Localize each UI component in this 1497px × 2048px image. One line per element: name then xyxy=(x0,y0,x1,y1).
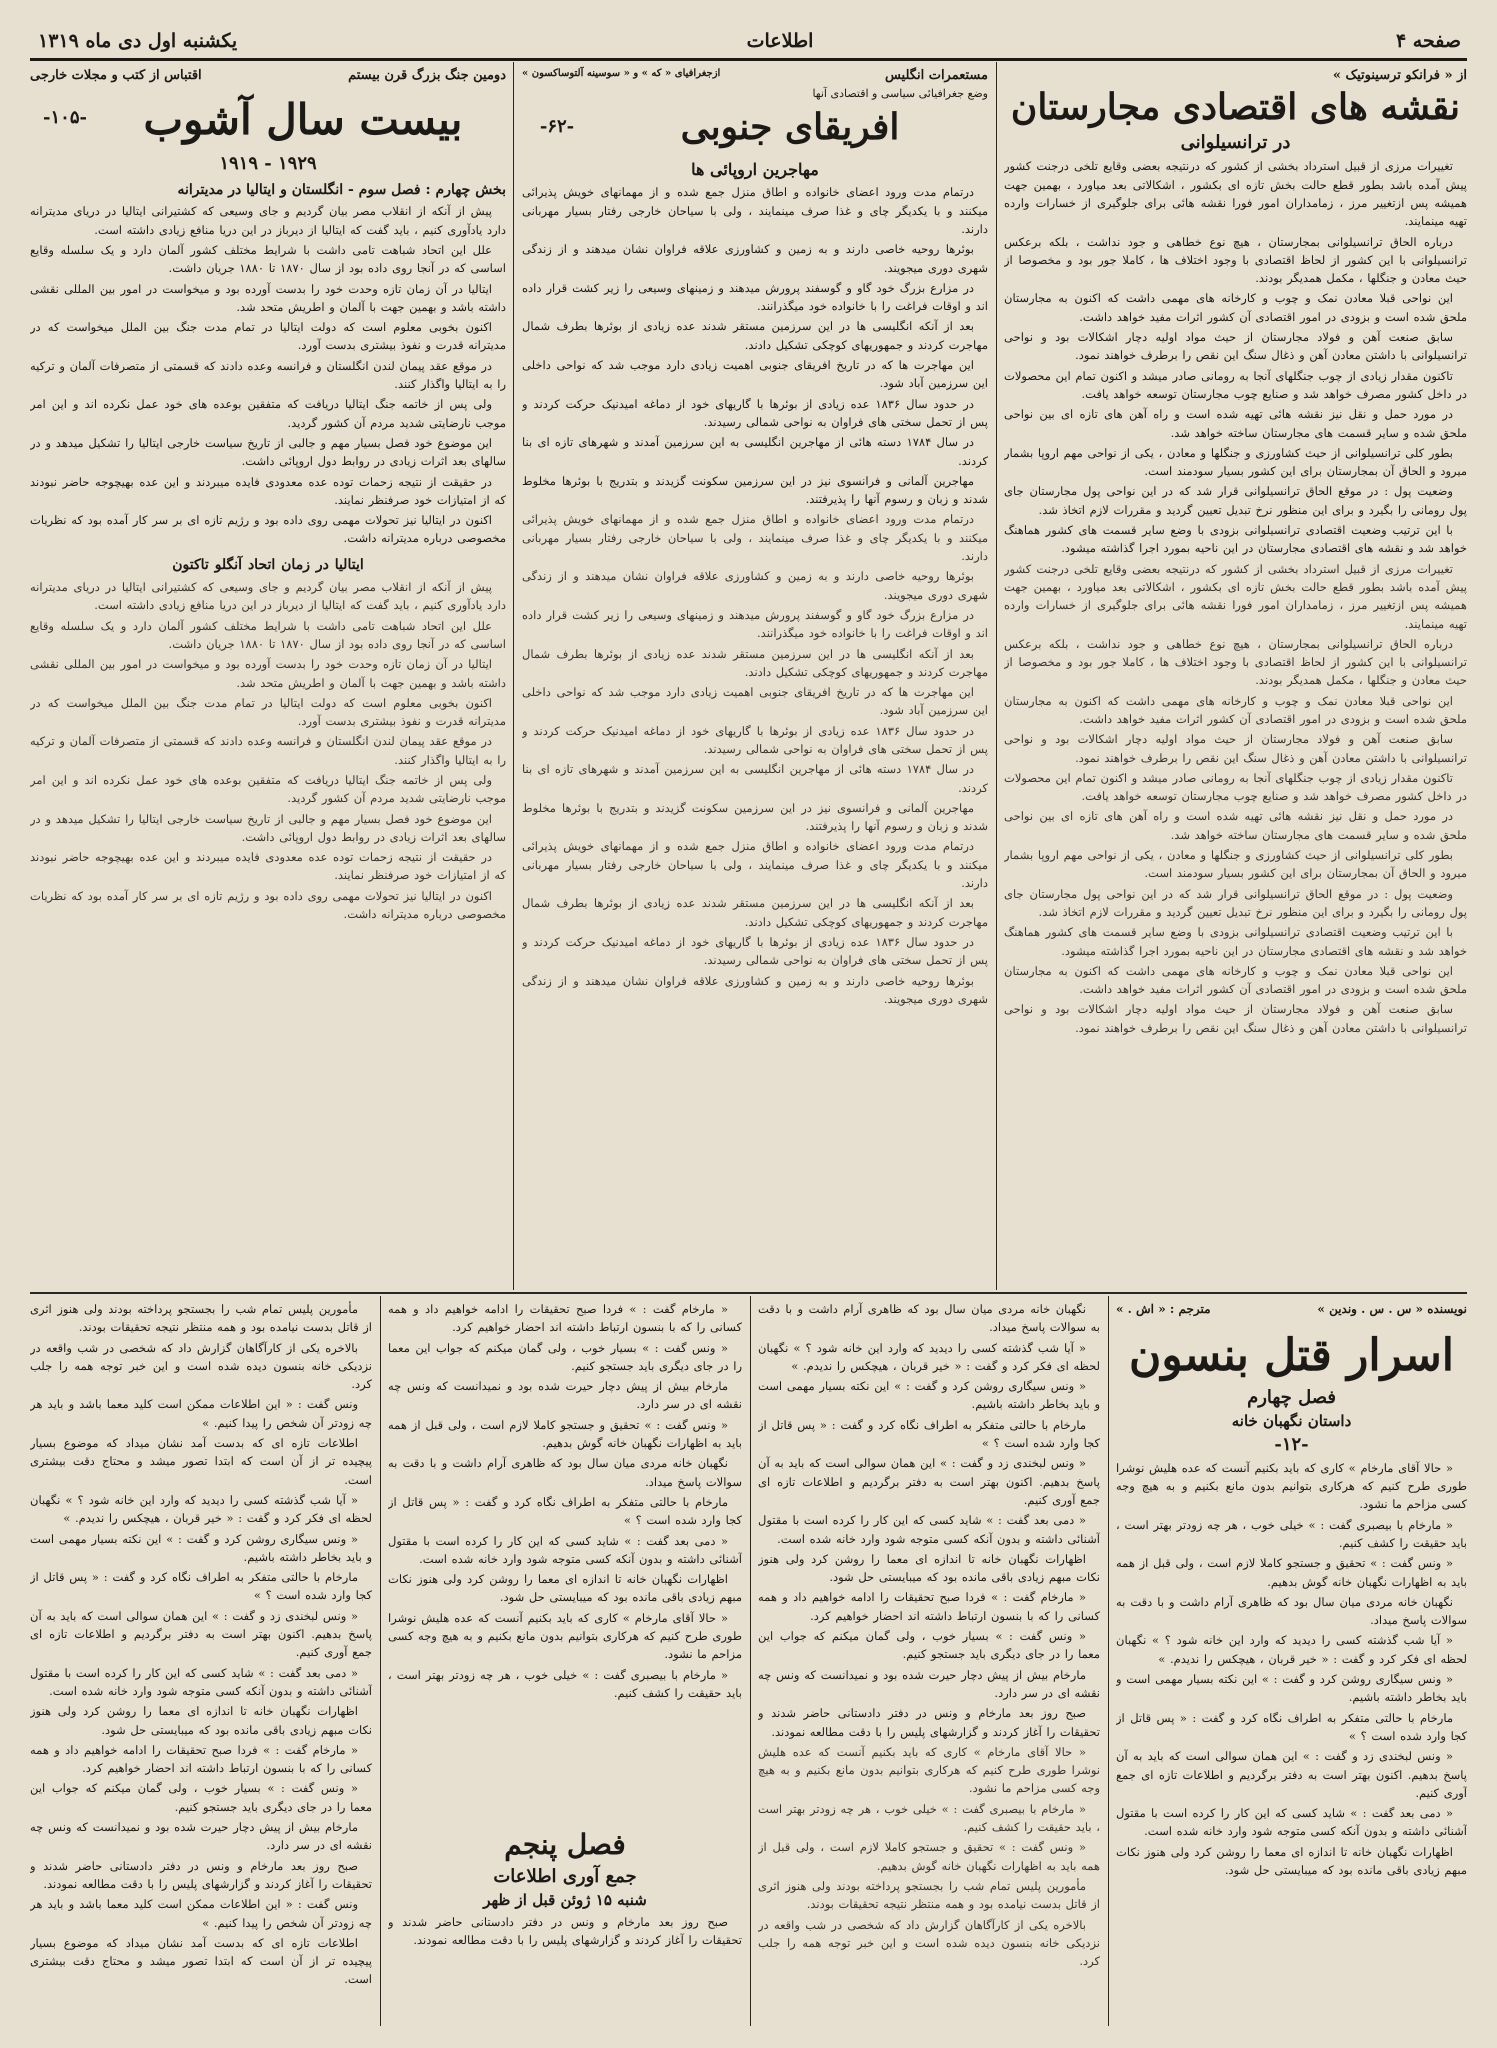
paragraph: بعد از آنکه انگلیسی ها در این سرزمین مستقر شدند عده زیادی از بوئرها بطرف شمال مهاجرت کردند و جمهوریهای کوچکی تشکیل دادند. xyxy=(522,319,988,352)
serial-story-column xyxy=(1116,1300,1467,2024)
paragraph: این نواحی قبلا معادن نمک و چوب و کارخانه های مهمی داشت که اکنون به مجارستان ملحق شده است و بزودی در امور اقتصادی آن کشور اثرات مفید خواهد داشت. xyxy=(1004,693,1467,726)
paragraph: « حالا آقای مارخام » کاری که باید بکنیم آنست که عده هلیش نوشرا طوری طرح کنیم که هرکاری بتوانیم بدون مانع بکنیم و به هیچ وجه کسی مزاحم ما نشود. xyxy=(758,1744,1100,1796)
paragraph: در حدود سال ۱۸۳۶ عده زیادی از بوئرها با گاریهای خود از دماغه امیدنیک حرکت کردند و پس از تحمل سختی های فراوان به نواحی شمالی رسیدند. xyxy=(522,396,988,429)
paragraph: مهاجرین آلمانی و فرانسوی نیز در این سرزمین سکونت گزیدند و بتدریج با بوئرها مخلوط شدند و زبان و رسوم آنها را پذیرفتند. xyxy=(522,473,988,507)
column-divider xyxy=(1108,1296,1109,2026)
paragraph: مارخام بیش از پیش دچار حیرت شده بود و نمیدانست که ونس چه نقشه ای در سر دارد. xyxy=(388,1379,742,1412)
paragraph: درباره الحاق ترانسیلوانی بمجارستان ، هیچ نوع خطاهی و جود نداشت ، بلکه برعکس ترانسیلوانی با این کشور از لحاظ اقتصادی با وجود اختلاف ها ، کاملا جور بود و مخصوصا از حیث معادن و جنگلها ، مکمل همدیگر بودند. xyxy=(1004,234,1467,286)
paragraph: وضعیت پول : در موقع الحاق ترانسیلوانی قرار شد که در این نواحی پول مجارستان جای پول رومانی را بگیرد و برای این منظور نرخ تبدیل تعیین گردید و مقررات لازم اتخاذ شد. xyxy=(1004,886,1467,919)
paragraph: « ونس گفت : » بسیار خوب ، ولی گمان میکنم که جواب این معما را در جای دیگری باید جستجو کنیم. xyxy=(758,1629,1100,1662)
article-title: بیست سال آشوب xyxy=(143,95,463,144)
section-heading: بخش چهارم : فصل سوم - انگلستان و ایتالیا در مدیترانه xyxy=(177,182,506,199)
section-heading: مهاجرین اروپائی ها xyxy=(691,160,819,180)
paragraph: « حالا آقای مارخام » کاری که باید بکنیم آنست که عده هلیش نوشرا طوری طرح کنیم که هرکاری بتوانیم بدون مانع بکنیم و به هیچ وجه کسی مزاحم ما نشود. xyxy=(1116,1460,1467,1512)
paragraph: علل این اتحاد شباهت تامی داشت با شرایط مختلف کشور آلمان دارد و یک سلسله وقایع اساسی که در آنجا روی داده بود از سال ۱۸۷۰ تا ۱۸۸۰ جریان داشت. xyxy=(30,618,506,651)
paragraph: در موقع عقد پیمان لندن انگلستان و فرانسه وعده دادند که قسمتی از متصرفات آلمان و ترکیه را به ایتالیا واگذار کنند. xyxy=(30,358,506,392)
article-years: ۱۹۱۹ - ۱۹۲۹ xyxy=(219,153,317,175)
paragraph: در موقع عقد پیمان لندن انگلستان و فرانسه وعده دادند که قسمتی از متصرفات آلمان و ترکیه را به ایتالیا واگذار کنند. xyxy=(30,734,506,767)
paragraph: بعد از آنکه انگلیسی ها در این سرزمین مستقر شدند عده زیادی از بوئرها بطرف شمال مهاجرت کردند و جمهوریهای کوچکی تشکیل دادند. xyxy=(522,896,988,929)
article-kicker-row xyxy=(522,66,988,87)
paragraph: با این ترتیب وضعیت اقتصادی ترانسیلوانی بزودی با وضع سایر قسمت های کشور هماهنگ خواهد شد و نقشه های اقتصادی مجارستان در این ناحیه بمورد اجرا گذاشته میشود. xyxy=(1004,925,1467,958)
paragraph: « مارخام با بیصبری گفت : » خیلی خوب ، هر چه زودتر بهتر است ، باید حقیقت را کشف کنیم. xyxy=(758,1801,1100,1835)
serial-byline-row xyxy=(1116,1300,1467,1322)
article-twenty-years xyxy=(30,66,506,1286)
paragraph: « دمی بعد گفت : » شاید کسی که این کار را کرده است با مقتول آشنائی داشته و بدون آنکه کسی متوجه شود وارد خانه شده است. xyxy=(758,1513,1100,1546)
paragraph: علل این اتحاد شباهت تامی داشت با شرایط مختلف کشور آلمان دارد و یک سلسله وقایع اساسی که در آنجا روی داده بود از سال ۱۸۷۰ تا ۱۸۸۰ جریان داشت. xyxy=(30,242,506,276)
serial-story-column xyxy=(30,1300,372,2024)
paragraph: « ونس گفت : » بسیار خوب ، ولی گمان میکنم که جواب این معما را در جای دیگری باید جستجو کنیم. xyxy=(30,1781,372,1814)
article-body xyxy=(522,183,988,1008)
paragraph: « آیا شب گذشته کسی را دیدید که وارد این خانه شود ؟ » نگهبان لحظه ای فکر کرد و گفت : « خیر قربان ، هیچکس را ندیدم. » xyxy=(1116,1633,1467,1666)
column-divider xyxy=(996,62,997,1290)
article-title-row xyxy=(30,87,506,149)
paragraph: مارخام با حالتی متفکر به اطراف نگاه کرد و گفت : « پس قاتل از کجا وارد شده است ؟ » xyxy=(388,1494,742,1528)
article-kicker: از « فرانکو ترسینوتیک » xyxy=(1332,68,1467,83)
article-kicker-row xyxy=(30,66,506,87)
paragraph: تاکنون مقدار زیادی از چوب جنگلهای آنجا به رومانی صادر میشد و اکنون تمام این محصولات در داخل کشور مصرف خواهد شد و صنایع چوب مجارستان توسعه خواهد یافت. xyxy=(1004,770,1467,804)
paragraph: صبح روز بعد مارخام و ونس در دفتر دادستانی حاضر شدند و تحقیقات را آغاز کردند و گزارشهای پلیس را با دقت مطالعه نمودند. xyxy=(388,1914,742,1947)
serial-chapter-date: شنبه ۱۵ ژوئن قبل از ظهر xyxy=(483,1890,647,1909)
paragraph: مأمورین پلیس تمام شب را بجستجو پرداخته بودند ولی هنوز اثری از قاتل بدست نیامده بود و همه منتظر نتیجه تحقیقات بودند. xyxy=(758,1878,1100,1912)
paragraph: درتمام مدت ورود اعضای خانواده و اطاق منزل جمع شده و از مهمانهای خویش پذیرائی میکنند و با یکدیگر چای و غذا صرف مینمایند ، ولی با سیاحان خارجی رفتار بسیار مهربانی دارند. xyxy=(522,512,988,564)
paragraph: مارخام بیش از پیش دچار حیرت شده بود و نمیدانست که ونس چه نقشه ای در سر دارد. xyxy=(30,1820,372,1853)
paragraph: « مارخام با بیصبری گفت : » خیلی خوب ، هر چه زودتر بهتر است ، باید حقیقت را کشف کنیم. xyxy=(1116,1517,1467,1550)
paragraph: در مورد حمل و نقل نیز نقشه هائی تهیه شده است و راه آهن های تازه ای بین نواحی ملحق شده و سایر قسمت های مجارستان ساخته خواهد شد. xyxy=(1004,809,1467,842)
paragraph: در حقیقت از نتیجه زحمات توده عده معدودی فایده میبردند و این عده بهیچوجه حاضر نبودند که از امتیازات خود صرفنظر نمایند. xyxy=(30,474,506,507)
paragraph: صبح روز بعد مارخام و ونس در دفتر دادستانی حاضر شدند و تحقیقات را آغاز کردند و گزارشهای پلیس را با دقت مطالعه نمودند. xyxy=(758,1706,1100,1739)
paragraph: اظهارات نگهبان خانه تا اندازه ای معما را روشن کرد ولی هنوز نکات مبهم زیادی باقی مانده بود که میبایستی حل شود. xyxy=(30,1704,372,1737)
paragraph: بطور کلی ترانسیلوانی از حیث کشاورزی و جنگلها و معادن ، یکی از نواحی مهم اروپا بشمار میرود و الحاق آن بمجارستان برای این کشور بسیار سودمند است. xyxy=(1004,445,1467,479)
paragraph: « آیا شب گذشته کسی را دیدید که وارد این خانه شود ؟ » نگهبان لحظه ای فکر کرد و گفت : « خیر قربان ، هیچکس را ندیدم. » xyxy=(30,1492,372,1526)
paragraph: بوئرها روحیه خاصی دارند و به زمین و کشاورزی علاقه فراوان نشان میدهند و از زندگی شهری دوری میجویند. xyxy=(522,973,988,1006)
serial-story-column xyxy=(388,1300,742,2024)
paragraph: بالاخره یکی از کارآگاهان گزارش داد که شخصی در شب واقعه در نزدیکی خانه بنسون دیده شده است و این خبر توجه همه را جلب کرد. xyxy=(30,1340,372,1392)
paragraph: در مزارع بزرگ خود گاو و گوسفند پرورش میدهند و زمینهای وسیعی را زیر کشت قرار داده اند و اوقات فراغت را با خانواده خود میگذرانند. xyxy=(522,607,988,641)
paragraph: « دمی بعد گفت : » شاید کسی که این کار را کرده است با مقتول آشنائی داشته و بدون آنکه کسی متوجه شود وارد خانه شده است. xyxy=(388,1533,742,1566)
section-divider xyxy=(30,1292,1467,1294)
serial-subtitle: داستان نگهبان خانه xyxy=(1231,1411,1352,1430)
serial-body xyxy=(758,1300,1100,1970)
paragraph: در حدود سال ۱۸۳۶ عده زیادی از بوئرها با گاریهای خود از دماغه امیدنیک حرکت کردند و پس از تحمل سختی های فراوان به نواحی شمالی رسیدند. xyxy=(522,723,988,756)
article-body xyxy=(1004,157,1467,1037)
article-kicker-source: اقتباس از کتب و مجلات خارجی xyxy=(30,68,202,83)
paragraph: این نواحی قبلا معادن نمک و چوب و کارخانه های مهمی داشت که اکنون به مجارستان ملحق شده است و بزودی در امور اقتصادی آن کشور اثرات مفید خواهد داشت. xyxy=(1004,291,1467,324)
newspaper-name: اطلاعات xyxy=(746,30,814,52)
serial-body xyxy=(388,1913,742,1950)
paragraph: بعد از آنکه انگلیسی ها در این سرزمین مستقر شدند عده زیادی از بوئرها بطرف شمال مهاجرت کردند و جمهوریهای کوچکی تشکیل دادند. xyxy=(522,646,988,679)
paragraph: درتمام مدت ورود اعضای خانواده و اطاق منزل جمع شده و از مهمانهای خویش پذیرائی میکنند و با یکدیگر چای و غذا صرف مینمایند ، ولی با سیاحان خارجی رفتار بسیار مهربانی دارند. xyxy=(522,185,988,236)
paragraph: مارخام با حالتی متفکر به اطراف نگاه کرد و گفت : « پس قاتل از کجا وارد شده است ؟ » xyxy=(758,1417,1100,1451)
paragraph: « آیا شب گذشته کسی را دیدید که وارد این خانه شود ؟ » نگهبان لحظه ای فکر کرد و گفت : « خیر قربان ، هیچکس را ندیدم. » xyxy=(758,1340,1100,1373)
serial-chapter-subtitle: جمع آوری اطلاعات xyxy=(493,1865,637,1887)
paragraph: اطلاعات تازه ای که بدست آمد نشان میداد که موضوع بسیار پیچیده تر از آن است که ابتدا تصور میشد و محتاج دقت بیشتری است. xyxy=(30,1935,372,1987)
article-south-africa xyxy=(522,66,988,1286)
paragraph: مهاجرین آلمانی و فرانسوی نیز در این سرزمین سکونت گزیدند و بتدریج با بوئرها مخلوط شدند و زبان و رسوم آنها را پذیرفتند. xyxy=(522,800,988,834)
serial-chapter: فصل چهارم xyxy=(1247,1386,1336,1408)
paragraph: اظهارات نگهبان خانه تا اندازه ای معما را روشن کرد ولی هنوز نکات مبهم زیادی باقی مانده بود که میبایستی حل شود. xyxy=(388,1572,742,1605)
paragraph: اکنون بخوبی معلوم است که دولت ایتالیا در تمام مدت جنگ بین الملل میخواست که در مدیترانه قدرت و نفوذ بیشتری بدست آورد. xyxy=(30,320,506,353)
paragraph: سابق صنعت آهن و فولاد مجارستان از حیث مواد اولیه دچار اشکالات بود و نواحی ترانسیلوانی با داشتن معادن آهن و ذغال سنگ این نقص را برطرف خواهند نمود. xyxy=(1004,732,1467,765)
installment-number: -۱۲- xyxy=(1274,1433,1309,1455)
paragraph: تغییرات مرزی از قبیل استرداد بخشی از کشور که درنتیجه بعضی وقایع تلخی درجنت کشور پیش آمده باشد بطور قطع حالت بخش تازه ای بکشور ، اشکالاتی بعد میاورد ، بهمین جهت همیشه پس ازتغییر مرز ، زمامداران امور فورا نقشه هائی برای جلوگیری از خسارات وارده تهیه مینمایند. xyxy=(1004,159,1467,229)
paragraph: « ونس سیگاری روشن کرد و گفت : » این نکته بسیار مهمی است و باید بخاطر داشته باشیم. xyxy=(1116,1672,1467,1705)
paragraph: ونس گفت : « این اطلاعات ممکن است کلید معما باشد و باید هر چه زودتر آن شخص را پیدا کنیم. » xyxy=(30,1397,372,1430)
paragraph: « ونس گفت : » تحقیق و جستجو کاملا لازم است ، ولی قبل از همه باید به اظهارات نگهبان خانه گوش بدهیم. xyxy=(388,1417,742,1451)
paragraph: اکنون در ایتالیا نیز تحولات مهمی روی داده بود و رژیم تازه ای بر سر کار آمده بود که نظریات مخصوصی درباره مدیترانه داشت. xyxy=(30,513,506,546)
column-divider xyxy=(380,1296,381,2026)
serial-body xyxy=(1116,1459,1467,1880)
paragraph: بالاخره یکی از کارآگاهان گزارش داد که شخصی در شب واقعه در نزدیکی خانه بنسون دیده شده است و این خبر توجه همه را جلب کرد. xyxy=(758,1917,1100,1969)
paragraph: « ونس گفت : » تحقیق و جستجو کاملا لازم است ، ولی قبل از همه باید به اظهارات نگهبان خانه گوش بدهیم. xyxy=(758,1840,1100,1873)
paragraph: ولی پس از خاتمه جنگ ایتالیا دریافت که متفقین بوعده های خود عمل نکرده اند و این امر موجب نارضایتی شدید مردم آن کشور گردید. xyxy=(30,773,506,806)
column-divider xyxy=(750,1296,751,2026)
paragraph: این مهاجرت ها که در تاریخ افریقای جنوبی اهمیت زیادی دارد موجب شد که نواحی داخلی این سرزمین آباد شود. xyxy=(522,685,988,718)
paragraph: مأمورین پلیس تمام شب را بجستجو پرداخته بودند ولی هنوز اثری از قاتل بدست نیامده بود و همه منتظر نتیجه تحقیقات بودند. xyxy=(30,1302,372,1335)
paragraph: بوئرها روحیه خاصی دارند و به زمین و کشاورزی علاقه فراوان نشان میدهند و از زندگی شهری دوری میجویند. xyxy=(522,242,988,275)
paragraph: « مارخام با بیصبری گفت : » خیلی خوب ، هر چه زودتر بهتر است ، باید حقیقت را کشف کنیم. xyxy=(388,1667,742,1700)
paragraph: « ونس لبخندی زد و گفت : » این همان سوالی است که باید به آن پاسخ بدهیم. اکنون بهتر است به دفتر برگردیم و اطلاعات تازه ای جمع آوری کنیم. xyxy=(758,1456,1100,1507)
serial-translator: مترجم : « اش . » xyxy=(1116,1302,1211,1316)
paragraph: در حقیقت از نتیجه زحمات توده عده معدودی فایده میبردند و این عده بهیچوجه حاضر نبودند که از امتیازات خود صرفنظر نمایند. xyxy=(30,850,506,883)
article-kicker: مستعمرات انگلیس xyxy=(884,68,988,83)
paragraph: این نواحی قبلا معادن نمک و چوب و کارخانه های مهمی داشت که اکنون به مجارستان ملحق شده است و بزودی در امور اقتصادی آن کشور اثرات مفید خواهد داشت. xyxy=(1004,963,1467,997)
paragraph: در مزارع بزرگ خود گاو و گوسفند پرورش میدهند و زمینهای وسیعی را زیر کشت قرار داده اند و اوقات فراغت را با خانواده خود میگذرانند. xyxy=(522,280,988,314)
article-kicker: دومین جنگ بزرگ قرن بیستم xyxy=(348,68,506,83)
serial-title: اسرار قتل بنسون xyxy=(1129,1330,1454,1381)
paragraph: در حدود سال ۱۸۳۶ عده زیادی از بوئرها با گاریهای خود از دماغه امیدنیک حرکت کردند و پس از تحمل سختی های فراوان به نواحی شمالی رسیدند. xyxy=(522,934,988,968)
paragraph: مارخام با حالتی متفکر به اطراف نگاه کرد و گفت : « پس قاتل از کجا وارد شده است ؟ » xyxy=(30,1570,372,1603)
article-subtitle: در ترانسیلوانی xyxy=(1180,132,1291,154)
paragraph: با این ترتیب وضعیت اقتصادی ترانسیلوانی بزودی با وضع سایر قسمت های کشور هماهنگ خواهد شد و نقشه های اقتصادی مجارستان در این ناحیه بمورد اجرا گذاشته میشود. xyxy=(1004,523,1467,556)
paragraph: مارخام بیش از پیش دچار حیرت شده بود و نمیدانست که ونس چه نقشه ای در سر دارد. xyxy=(758,1667,1100,1700)
paragraph: بوئرها روحیه خاصی دارند و به زمین و کشاورزی علاقه فراوان نشان میدهند و از زندگی شهری دوری میجویند. xyxy=(522,569,988,602)
paragraph: نگهبان خانه مردی میان سال بود که ظاهری آرام داشت و با دقت به سوالات پاسخ میداد. xyxy=(1116,1594,1467,1628)
article-kicker-source: ازجغرافیای « که » و « سوسینه آلتوساکسون » xyxy=(522,68,721,79)
paragraph: این موضوع خود فصل بسیار مهم و جالبی از تاریخ سیاست خارجی ایتالیا را تشکیل میدهد و در سالهای بعد اثرات زیادی در روابط دول اروپائی داشت. xyxy=(30,811,506,844)
article-title: نقشه های اقتصادی مجارستان xyxy=(1010,86,1461,128)
paragraph: در سال ۱۷۸۴ دسته هائی از مهاجرین انگلیسی به این سرزمین آمدند و شهرهای تازه ای بنا کردند. xyxy=(522,435,988,468)
paragraph: اکنون در ایتالیا نیز تحولات مهمی روی داده بود و رژیم تازه ای بر سر کار آمده بود که نظریات مخصوصی درباره مدیترانه داشت. xyxy=(30,888,506,922)
paragraph: درتمام مدت ورود اعضای خانواده و اطاق منزل جمع شده و از مهمانهای خویش پذیرائی میکنند و با یکدیگر چای و غذا صرف مینمایند ، ولی با سیاحان خارجی رفتار بسیار مهربانی دارند. xyxy=(522,839,988,891)
paragraph: پیش از آنکه از انقلاب مصر بیان گردیم و جای وسیعی که کشتیرانی ایتالیا در دریای مدیترانه دارد یادآوری کنیم ، باید گفت که ایتالیا از دیرباز در این دریا منافع زیادی داشته است. xyxy=(30,580,506,613)
paragraph: « مارخام گفت : » فردا صبح تحقیقات را ادامه خواهیم داد و همه کسانی را که با بنسون ارتباط داشته اند احضار خواهیم کرد. xyxy=(758,1590,1100,1623)
serial-body xyxy=(388,1300,742,1820)
serial-author: نویسنده « س . س . وندین » xyxy=(1317,1302,1467,1316)
article-title-row xyxy=(522,103,988,152)
paragraph: در سال ۱۷۸۴ دسته هائی از مهاجرین انگلیسی به این سرزمین آمدند و شهرهای تازه ای بنا کردند. xyxy=(522,762,988,795)
issue-date: یکشنبه اول دی ماه ۱۳۱۹ xyxy=(38,30,238,52)
paragraph: تغییرات مرزی از قبیل استرداد بخشی از کشور که درنتیجه بعضی وقایع تلخی درجنت کشور پیش آمده باشد بطور قطع حالت بخش تازه ای بکشور ، اشکالاتی بعد میاورد ، بهمین جهت همیشه پس ازتغییر مرز ، زمامداران امور فورا نقشه هائی برای جلوگیری از خسارات وارده تهیه مینمایند. xyxy=(1004,561,1467,631)
paragraph: ایتالیا در آن زمان تازه وحدت خود را بدست آورده بود و میخواست در امور بین المللی نقشی داشته باشد و بهمین جهت با آلمان و اطریش متحد شد. xyxy=(30,657,506,690)
page-number: صفحه ۴ xyxy=(1395,30,1461,52)
paragraph: « مارخام گفت : » فردا صبح تحقیقات را ادامه خواهیم داد و همه کسانی را که با بنسون ارتباط داشته اند احضار خواهیم کرد. xyxy=(30,1742,372,1776)
serial-body xyxy=(30,1300,372,1989)
paragraph: اکنون بخوبی معلوم است که دولت ایتالیا در تمام مدت جنگ بین الملل میخواست که در مدیترانه قدرت و نفوذ بیشتری بدست آورد. xyxy=(30,695,506,729)
paragraph: ولی پس از خاتمه جنگ ایتالیا دریافت که متفقین بوعده های خود عمل نکرده اند و این امر موجب نارضایتی شدید مردم آن کشور گردید. xyxy=(30,397,506,430)
paragraph: سابق صنعت آهن و فولاد مجارستان از حیث مواد اولیه دچار اشکالات بود و نواحی ترانسیلوانی با داشتن معادن آهن و ذغال سنگ این نقص را برطرف خواهند نمود. xyxy=(1004,1002,1467,1035)
section-heading: ایتالیا در زمان اتحاد آنگلو تاکتون xyxy=(172,556,364,573)
serial-story-column xyxy=(758,1300,1100,2024)
installment-number: -۱۰۵- xyxy=(43,106,87,128)
paragraph: ایتالیا در آن زمان تازه وحدت خود را بدست آورده بود و میخواست در امور بین المللی نقشی داشته باشد و بهمین جهت با آلمان و اطریش متحد شد. xyxy=(30,281,506,314)
paragraph: « حالا آقای مارخام » کاری که باید بکنیم آنست که عده هلیش نوشرا طوری طرح کنیم که هرکاری بتوانیم بدون مانع بکنیم و به هیچ وجه کسی مزاحم ما نشود. xyxy=(388,1610,742,1662)
paragraph: ونس گفت : « این اطلاعات ممکن است کلید معما باشد و باید هر چه زودتر آن شخص را پیدا کنیم. » xyxy=(30,1897,372,1930)
article-hungary xyxy=(1004,66,1467,1286)
paragraph: بطور کلی ترانسیلوانی از حیث کشاورزی و جنگلها و معادن ، یکی از نواحی مهم اروپا بشمار میرود و الحاق آن بمجارستان برای این کشور بسیار سودمند است. xyxy=(1004,848,1467,881)
paragraph: این موضوع خود فصل بسیار مهم و جالبی از تاریخ سیاست خارجی ایتالیا را تشکیل میدهد و در سالهای بعد اثرات زیادی در روابط دول اروپائی داشت. xyxy=(30,435,506,469)
paragraph: اطلاعات تازه ای که بدست آمد نشان میداد که موضوع بسیار پیچیده تر از آن است که ابتدا تصور میشد و محتاج دقت بیشتری است. xyxy=(30,1436,372,1487)
column-divider xyxy=(513,62,514,1290)
paragraph: « ونس گفت : » تحقیق و جستجو کاملا لازم است ، ولی قبل از همه باید به اظهارات نگهبان خانه گوش بدهیم. xyxy=(1116,1556,1467,1589)
paragraph: پیش از آنکه از انقلاب مصر بیان گردیم و جای وسیعی که کشتیرانی ایتالیا در دریای مدیترانه دارد یادآوری کنیم ، باید گفت که ایتالیا از دیرباز در این دریا منافع زیادی داشته است. xyxy=(30,204,506,237)
article-topline: وضع جغرافیائی سیاسی و اقتصادی آنها xyxy=(812,87,988,100)
paragraph: مارخام با حالتی متفکر به اطراف نگاه کرد و گفت : « پس قاتل از کجا وارد شده است ؟ » xyxy=(1116,1710,1467,1743)
paragraph: « ونس لبخندی زد و گفت : » این همان سوالی است که باید به آن پاسخ بدهیم. اکنون بهتر است به دفتر برگردیم و اطلاعات تازه ای جمع آوری کنیم. xyxy=(1116,1749,1467,1800)
article-title: افریقای جنوبی xyxy=(680,106,900,148)
paragraph: صبح روز بعد مارخام و ونس در دفتر دادستانی حاضر شدند و تحقیقات را آغاز کردند و گزارشهای پلیس را با دقت مطالعه نمودند. xyxy=(30,1858,372,1891)
paragraph: اظهارات نگهبان خانه تا اندازه ای معما را روشن کرد ولی هنوز نکات مبهم زیادی باقی مانده بود که میبایستی حل شود. xyxy=(1116,1844,1467,1878)
paragraph: سابق صنعت آهن و فولاد مجارستان از حیث مواد اولیه دچار اشکالات بود و نواحی ترانسیلوانی با داشتن معادن آهن و ذغال سنگ این نقص را برطرف خواهند نمود. xyxy=(1004,330,1467,363)
paragraph: « ونس سیگاری روشن کرد و گفت : » این نکته بسیار مهمی است و باید بخاطر داشته باشیم. xyxy=(758,1379,1100,1412)
paragraph: درباره الحاق ترانسیلوانی بمجارستان ، هیچ نوع خطاهی و جود نداشت ، بلکه برعکس ترانسیلوانی با این کشور از لحاظ اقتصادی با وجود اختلاف ها ، کاملا جور بود و مخصوصا از حیث معادن و جنگلها ، مکمل همدیگر بودند. xyxy=(1004,636,1467,688)
paragraph: نگهبان خانه مردی میان سال بود که ظاهری آرام داشت و با دقت به سوالات پاسخ میداد. xyxy=(758,1302,1100,1335)
page-header xyxy=(30,28,1467,61)
installment-number: -۶۲- xyxy=(539,116,575,138)
paragraph: « ونس سیگاری روشن کرد و گفت : » این نکته بسیار مهمی است و باید بخاطر داشته باشیم. xyxy=(30,1531,372,1564)
paragraph: در مورد حمل و نقل نیز نقشه هائی تهیه شده است و راه آهن های تازه ای بین نواحی ملحق شده و سایر قسمت های مجارستان ساخته خواهد شد. xyxy=(1004,407,1467,440)
paragraph: « دمی بعد گفت : » شاید کسی که این کار را کرده است با مقتول آشنائی داشته و بدون آنکه کسی متوجه شود وارد خانه شده است. xyxy=(30,1665,372,1698)
article-body xyxy=(30,202,506,923)
paragraph: « مارخام گفت : » فردا صبح تحقیقات را ادامه خواهیم داد و همه کسانی را که با بنسون ارتباط داشته اند احضار خواهیم کرد. xyxy=(388,1302,742,1335)
paragraph: « ونس گفت : » بسیار خوب ، ولی گمان میکنم که جواب این معما را در جای دیگری باید جستجو کنیم. xyxy=(388,1340,742,1373)
paragraph: « ونس لبخندی زد و گفت : » این همان سوالی است که باید به آن پاسخ بدهیم. اکنون بهتر است به دفتر برگردیم و اطلاعات تازه ای جمع آوری کنیم. xyxy=(30,1608,372,1660)
paragraph: این مهاجرت ها که در تاریخ افریقای جنوبی اهمیت زیادی دارد موجب شد که نواحی داخلی این سرزمین آباد شود. xyxy=(522,358,988,391)
paragraph: نگهبان خانه مردی میان سال بود که ظاهری آرام داشت و با دقت به سوالات پاسخ میداد. xyxy=(388,1456,742,1489)
paragraph: اظهارات نگهبان خانه تا اندازه ای معما را روشن کرد ولی هنوز نکات مبهم زیادی باقی مانده بود که میبایستی حل شود. xyxy=(758,1551,1100,1585)
paragraph: « دمی بعد گفت : » شاید کسی که این کار را کرده است با مقتول آشنائی داشته و بدون آنکه کسی متوجه شود وارد خانه شده است. xyxy=(1116,1806,1467,1839)
paragraph: وضعیت پول : در موقع الحاق ترانسیلوانی قرار شد که در این نواحی پول مجارستان جای پول رومانی را بگیرد و برای این منظور نرخ تبدیل تعیین گردید و مقررات لازم اتخاذ شد. xyxy=(1004,484,1467,517)
paragraph: تاکنون مقدار زیادی از چوب جنگلهای آنجا به رومانی صادر میشد و اکنون تمام این محصولات در داخل کشور مصرف خواهد شد و صنایع چوب مجارستان توسعه خواهد یافت. xyxy=(1004,368,1467,401)
serial-chapter: فصل پنجم xyxy=(504,1828,626,1861)
